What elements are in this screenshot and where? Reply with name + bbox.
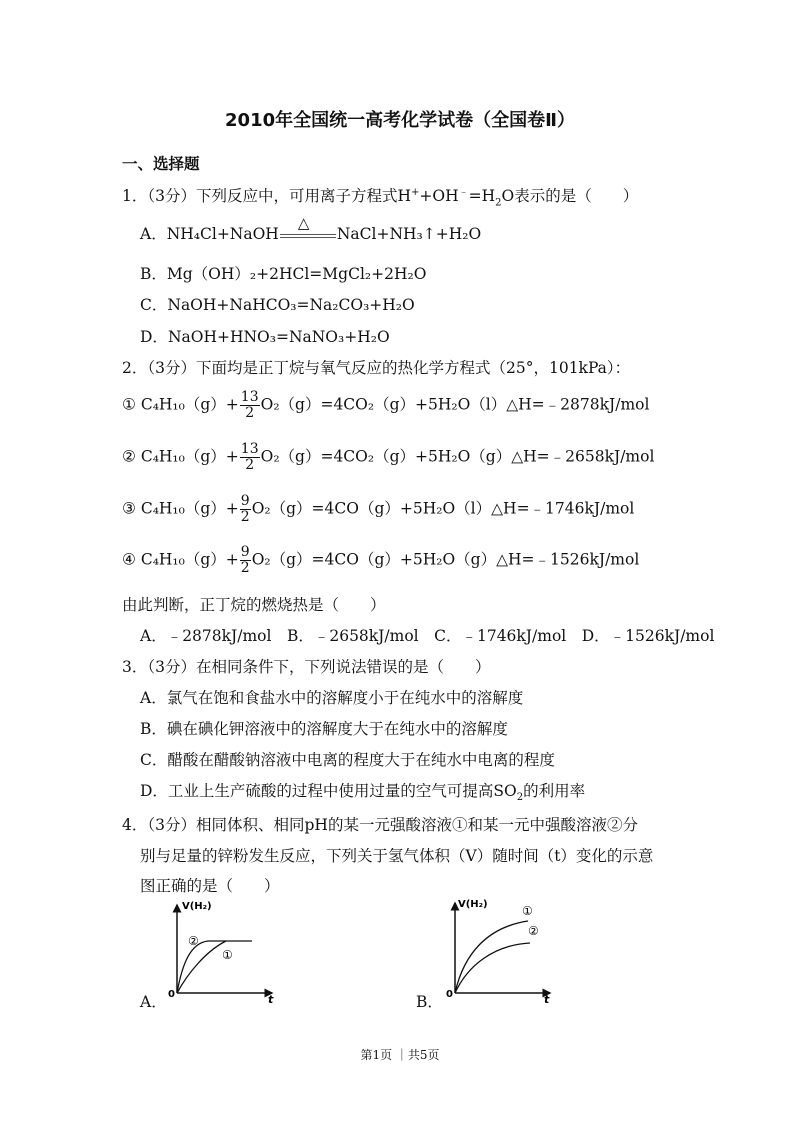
x-axis-label: t [268,993,274,1006]
q3-option-c[interactable]: C．醋酸在醋酸钠溶液中电离的程度大于在纯水中电离的程度 [140,751,555,769]
curve-1-label: ① [222,948,233,962]
y-axis-label: V(H₂) [458,899,488,910]
equation-1: ① C₄H₁₀（g）+ $\frac{13}{2}$ O₂（g）=4CO₂（g）+5H₂O（l）△H=﹣2878kJ/mol [122,389,650,421]
question-4-stem: 4．（3分）相同体积、相同pH的某一元强酸溶液①和某一元中强酸溶液②分 [122,816,638,834]
question-2-stem: 2．（3分）下面均是正丁烷与氧气反应的热化学方程式（25°，101kPa）： [122,359,631,377]
equation-4: ④ C₄H₁₀（g）+ $\frac{9}{2}$ O₂（g）=4CO（g）+5H₂O（g）△H=﹣1526kJ/mol [122,544,640,576]
question-3-stem: 3．（3分）在相同条件下，下列说法错误的是（ ） [122,658,491,676]
q2-question: 由此判断，正丁烷的燃烧热是（ ） [122,596,386,614]
question-score: （3分） [147,187,196,206]
question-number: 1． [122,187,148,206]
q1-option-b[interactable]: B．Mg（OH）₂+2HCl=MgCl₂+2H₂O [140,265,427,283]
q1-option-d[interactable]: D．NaOH+HNO₃=NaNO₃+H₂O [140,328,390,346]
page-title: 2010年全国统一高考化学试卷（全国卷Ⅱ） [225,110,575,131]
heat-condition-arrow: △ [280,227,336,243]
curve-1 [455,921,528,993]
fraction: $\frac{13}{2}$ [240,441,259,473]
page-footer: 第1页 ｜共5页 [360,1048,440,1062]
graph-b [438,893,568,1005]
y-axis-label: V(H₂) [182,901,212,912]
x-axis-label: t [544,993,550,1005]
q2-options[interactable]: A．﹣2878kJ/mol B．﹣2658kJ/mol C．﹣1746kJ/mol D．﹣1526kJ/mol [140,627,715,645]
q1-option-a[interactable]: A．NH₄Cl+NaOH △ NaCl+NH₃↑+H₂O [140,214,482,243]
curve-1 [177,941,226,993]
curve-2 [455,943,530,993]
question-score: （3分） [147,359,196,377]
origin-label: 0 [446,989,453,1000]
fraction: $\frac{13}{2}$ [240,389,259,421]
question-number: 3． [122,658,148,676]
curve-1-label: ① [522,904,533,918]
fraction: $\frac{9}{2}$ [240,544,250,576]
graph-a [160,895,290,1007]
graph-b-label[interactable]: B． [416,993,443,1011]
graph-a-label[interactable]: A． [140,993,167,1011]
question-1-stem: 1．（3分）下列反应中，可用离子方程式$H^++OH^﹣=H_2O$表示的是（ ） [122,187,639,209]
question-score: （3分） [147,658,196,676]
equation-2: ② C₄H₁₀（g）+ $\frac{13}{2}$ O₂（g）=4CO₂（g）+5H₂O（g）△H=﹣2658kJ/mol [122,441,655,473]
question-number: 4． [122,816,148,834]
question-4-line2: 别与足量的锌粉发生反应，下列关于氢气体积（V）随时间（t）变化的示意 [140,847,654,865]
section-heading: 一、选择题 [122,155,200,173]
fraction: $\frac{9}{2}$ [240,493,250,525]
curve-2-label: ② [528,924,539,938]
question-score: （3分） [147,816,196,834]
equation-3: ③ C₄H₁₀（g）+ $\frac{9}{2}$ O₂（g）=4CO（g）+5H₂O（l）△H=﹣1746kJ/mol [122,493,635,525]
q1-option-c[interactable]: C．NaOH+NaHCO₃=Na₂CO₃+H₂O [140,296,415,314]
q3-option-d[interactable]: D．工业上生产硫酸的过程中使用过量的空气可提高$SO_2$的利用率 [140,782,586,804]
q3-option-a[interactable]: A．氯气在饱和食盐水中的溶解度小于在纯水中的溶解度 [140,689,524,707]
question-4-line3: 图正确的是（ ） [140,877,280,895]
q3-option-b[interactable]: B．碘在碘化钾溶液中的溶解度大于在纯水中的溶解度 [140,720,508,738]
question-number: 2． [122,359,148,377]
origin-label: 0 [168,989,175,1000]
curve-2-label: ② [188,934,199,948]
